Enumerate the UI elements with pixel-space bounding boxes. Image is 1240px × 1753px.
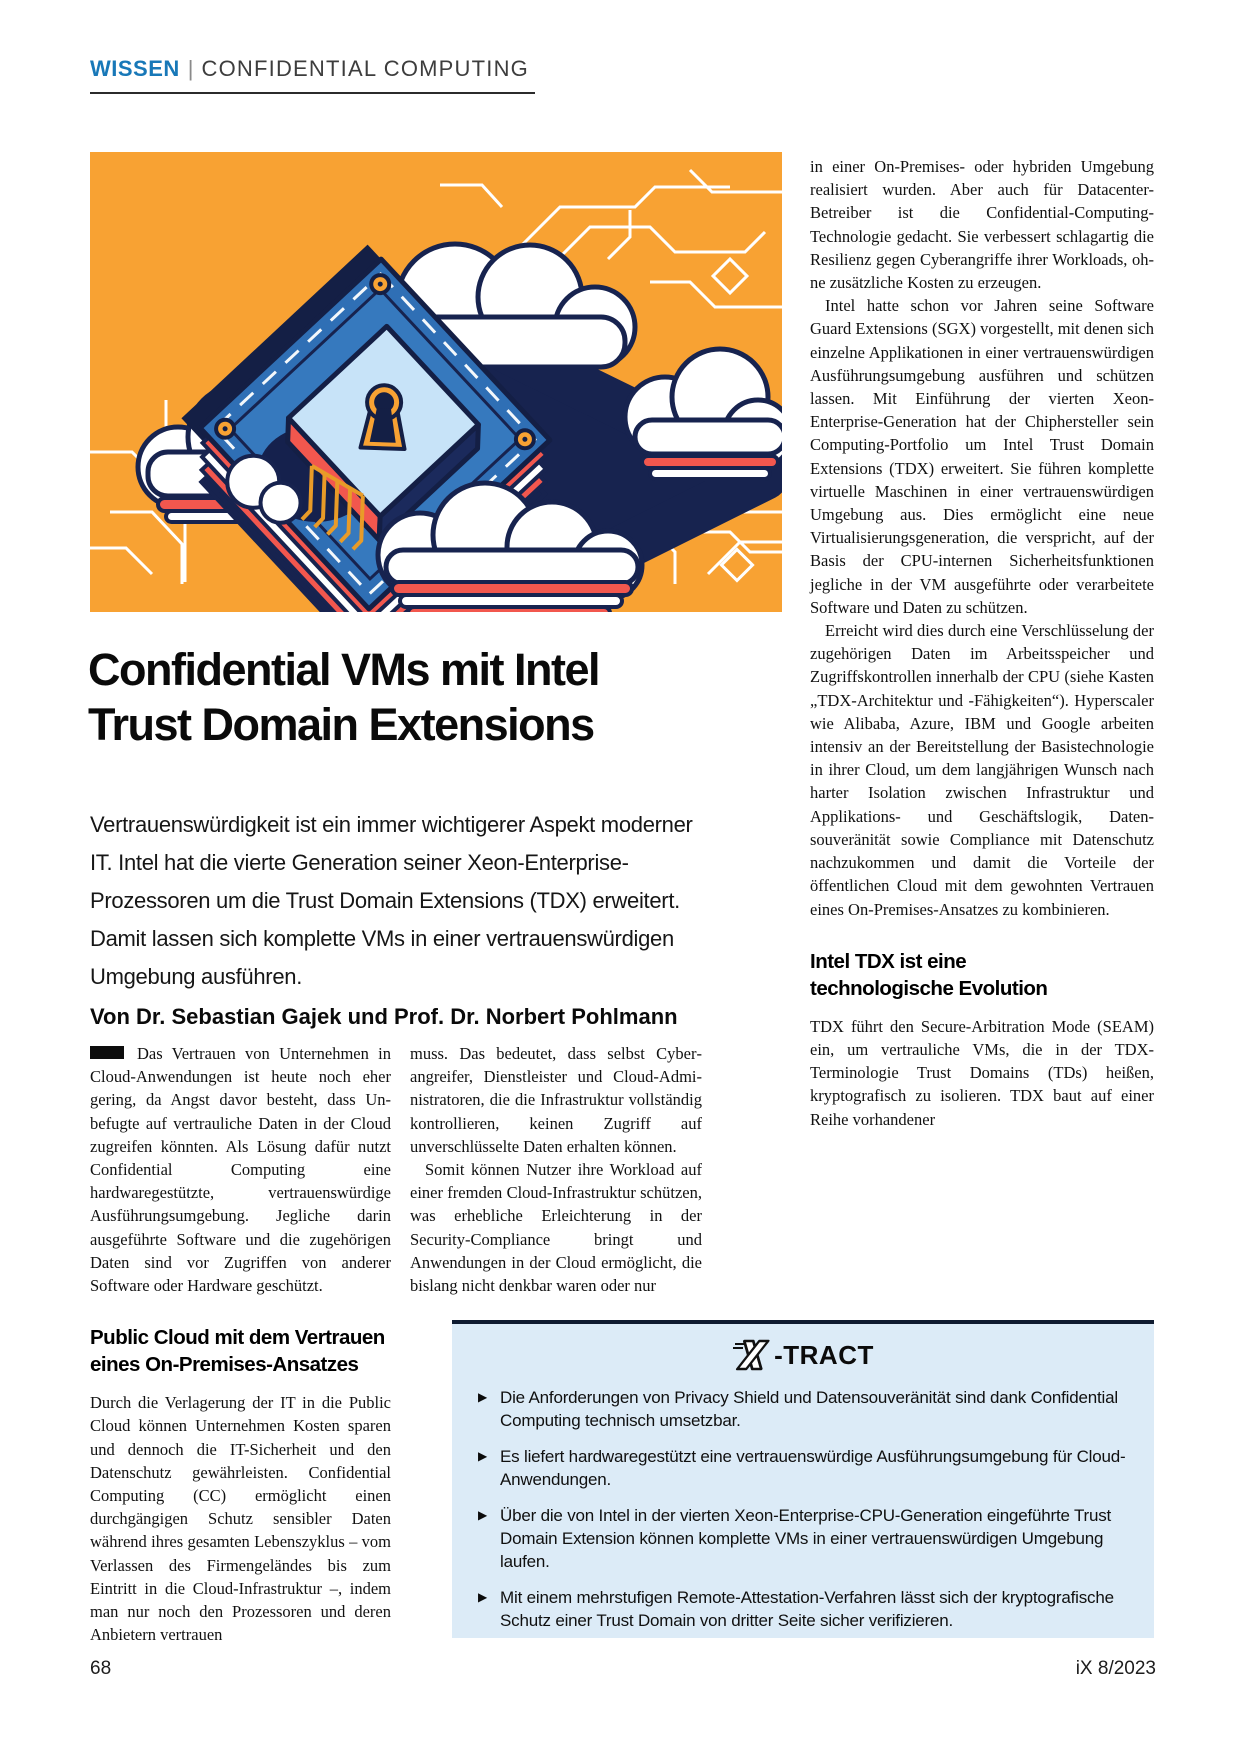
article-lede: Vertrauenswürdigkeit ist ein immer wichtigerer Aspekt moderner IT. Intel hat die vierte Generation seiner Xeon-Enterprise-Prozessoren um die Trust Domain Extensions (TDX) erweitert. Damit lassen sich komplette VMs in einer vertrauenswürdigen Umgebung ausführen. (90, 812, 693, 989)
body-paragraph: Intel hatte schon vor Jahren seine Software Guard Extensions (SGX) vorgestellt, mit denen sich einzelne Applikationen in einer vertrauenswürdigen Ausführungsumgebung ausführen und schützen lassen. Mit Einführung der vierten Xeon-Enterprise-Generation hat der Chiphersteller sein Computing-Portfolio um Intel Trust Domain Extensions (TDX) erweitert. Sie führen komplette virtuelle Maschinen in einer vertrauenswürdigen Umgebung aus. Dies ermöglicht eine neue Virtualisierungsgeneration, die verspricht, auf der Basis der CPU-internen Sicherheitsfunktionen jegliche in der VM ausgeführte oder verarbeitete Software und Daten zu schützen. (810, 296, 1154, 617)
xtract-bullet-item (478, 1586, 1128, 1632)
title-line: Trust Domain Extensions (88, 699, 594, 751)
kicker (90, 56, 535, 94)
cpu-cloud-illustration (90, 152, 782, 612)
bullet-text: Die Anforderungen von Privacy Shield und Datensouveränität sind dank Confidential Computing technisch umsetzbar. (500, 1388, 1118, 1430)
body-paragraph: Erreicht wird dies durch eine Verschlüsselung der zugehörigen Daten im Arbeitsspeicher und Zugriffskontrollen innerhalb der CPU (siehe Kasten „TDX-Architektur und -Fähigkeiten“). Hyperscaler wie Alibaba, Azure, IBM und Google arbeiten intensiv an der Bereitstellung der Basistechnologie in ihrer Cloud, um dem langjährigen Wunsch nach harter Isolation zwischen Infrastruktur und Applikations- und Geschäftslogik, Datensouveränität sowie Compliance mit Datenschutz nachzukommen und damit die Vorteile der öffentlichen Cloud mit dem gewohnten Vertrauen eines On-Premises-Ansatzes zu kombinieren. (810, 621, 1154, 919)
xtract-bullet-item (478, 1386, 1128, 1432)
heading-line: Public Cloud mit dem Vertrauen (90, 1326, 385, 1350)
xtract-bullet-list (478, 1386, 1128, 1632)
body-paragraph: Somit können Nutzer ihre Workload auf einer fremden Cloud-Infrastruktur schützen, was erhebliche Erleichterung in der Security-Compliance bringt und Anwendungen in der Cloud ermöglicht, die bislang nicht denkbar waren oder nur (410, 1160, 702, 1296)
heading-line: technologische Evolution (810, 976, 1048, 1000)
xtract-title: -TRACT (774, 1339, 874, 1370)
section-heading-intel-tdx (810, 948, 1154, 1002)
footer-page-number: 68 (90, 1658, 112, 1679)
xtract-bullet-item (478, 1504, 1128, 1573)
bullet-triangle-icon: ▶ (478, 1590, 488, 1604)
body-paragraph: TDX führt den Secure-Arbitration Mode (SEAM) ein, um vertrauliche VMs, die in der TDX-Terminologie Trust Domains (TDs) heißen, kryptografisch zu isolieren. TDX baut auf einer Reihe vorhandener (810, 1016, 1154, 1129)
bullet-triangle-icon: ▶ (478, 1508, 488, 1522)
bullet-triangle-icon: ▶ (478, 1449, 488, 1463)
body-paragraph (90, 1042, 391, 1297)
article-byline: Von Dr. Sebastian Gajek und Prof. Dr. Norbert Pohlmann (90, 1004, 678, 1029)
bullet-text: Über die von Intel in der vierten Xeon-Enterprise-CPU-Generation eingeführte Trust Domain Extension können komplette VMs in einer vertrauenswürdigen Umgebung laufen. (500, 1506, 1112, 1571)
xtract-bullet-item (478, 1445, 1128, 1491)
xtract-box (452, 1320, 1154, 1638)
heading-line: eines On-Premises-Ansatzes (90, 1353, 359, 1377)
kicker-topic-label: CONFIDENTIAL COMPUTING (201, 56, 529, 81)
body-paragraph: in einer On-Premises- oder hybriden Umgebung realisiert wurden. Aber auch für Datacenter-Betreiber ist die Confidential-Computing-Technologie gedacht. Sie verbessert schlagartig die Resilienz gegen Cyberangriffe ihrer Workloads, ohne zusätzliche Kosten zu erzeugen. (810, 157, 1154, 293)
bullet-text: Es liefert hardwaregestützt eine vertrauenswürdige Ausführungsumgebung für Cloud-Anwendungen. (500, 1447, 1126, 1489)
title-line: Confidential VMs mit Intel (88, 644, 600, 696)
kicker-separator: | (187, 56, 194, 81)
bullet-triangle-icon: ▶ (478, 1390, 488, 1404)
paragraph-text: Das Vertrauen von Unternehmen in Cloud-Anwendungen ist heute noch eher gering, da Angst davor besteht, dass Unbefugte auf vertrauliche Daten in der Cloud zugreifen könnten. Als Lösung dafür nutzt Confidential Computing eine hardwaregestützte, vertrauenswürdige Ausführungsumgebung. Jegliche darin ausgeführte Software und die zugehörigen Daten sind vor Zugriffen von anderer Software oder Hardware geschützt. (90, 1044, 391, 1296)
footer-issue-label: iX 8/2023 (1075, 1658, 1156, 1679)
column-middle (410, 1042, 702, 1297)
ix-x-logo-icon (732, 1338, 772, 1372)
heading-line: Intel TDX ist eine (810, 949, 967, 973)
kicker-section-label: WISSEN (90, 56, 180, 81)
section-heading-public-cloud (90, 1324, 391, 1378)
paragraph-start-marker (90, 1046, 124, 1059)
body-paragraph: muss. Das bedeutet, dass selbst Cyberangreifer, Dienstleister und Cloud-Administratoren, die die Infrastruktur vollständig kontrollieren, keinen Zugriff auf unverschlüsselte Daten erhalten können. (410, 1044, 702, 1156)
xtract-header (478, 1338, 1128, 1372)
body-paragraph: Durch die Verlagerung der IT in die Public Cloud können Unternehmen Kosten sparen und dennoch die IT-Sicherheit und den Datenschutz gewährleisten. Confidential Computing (CC) ermöglicht einen durchgängigen Schutz sensibler Daten während ihres gesamten Lebenszyklus – vom Verlassen des Firmengeländes bis zum Eintritt in die Cloud-Infrastruktur –, indem man nur noch den Prozessoren und deren Anbietern vertrauen (90, 1393, 391, 1645)
bullet-text: Mit einem mehrstufigen Remote-Attestation-Verfahren lässt sich der kryptografische Schutz einer Trust Domain von dritter Seite sicher verifizieren. (500, 1588, 1114, 1630)
article-title (88, 642, 748, 752)
column-left (90, 1042, 391, 1646)
hero-illustration (90, 152, 782, 612)
column-right (810, 155, 1154, 1131)
keyhole-icon (361, 385, 407, 449)
